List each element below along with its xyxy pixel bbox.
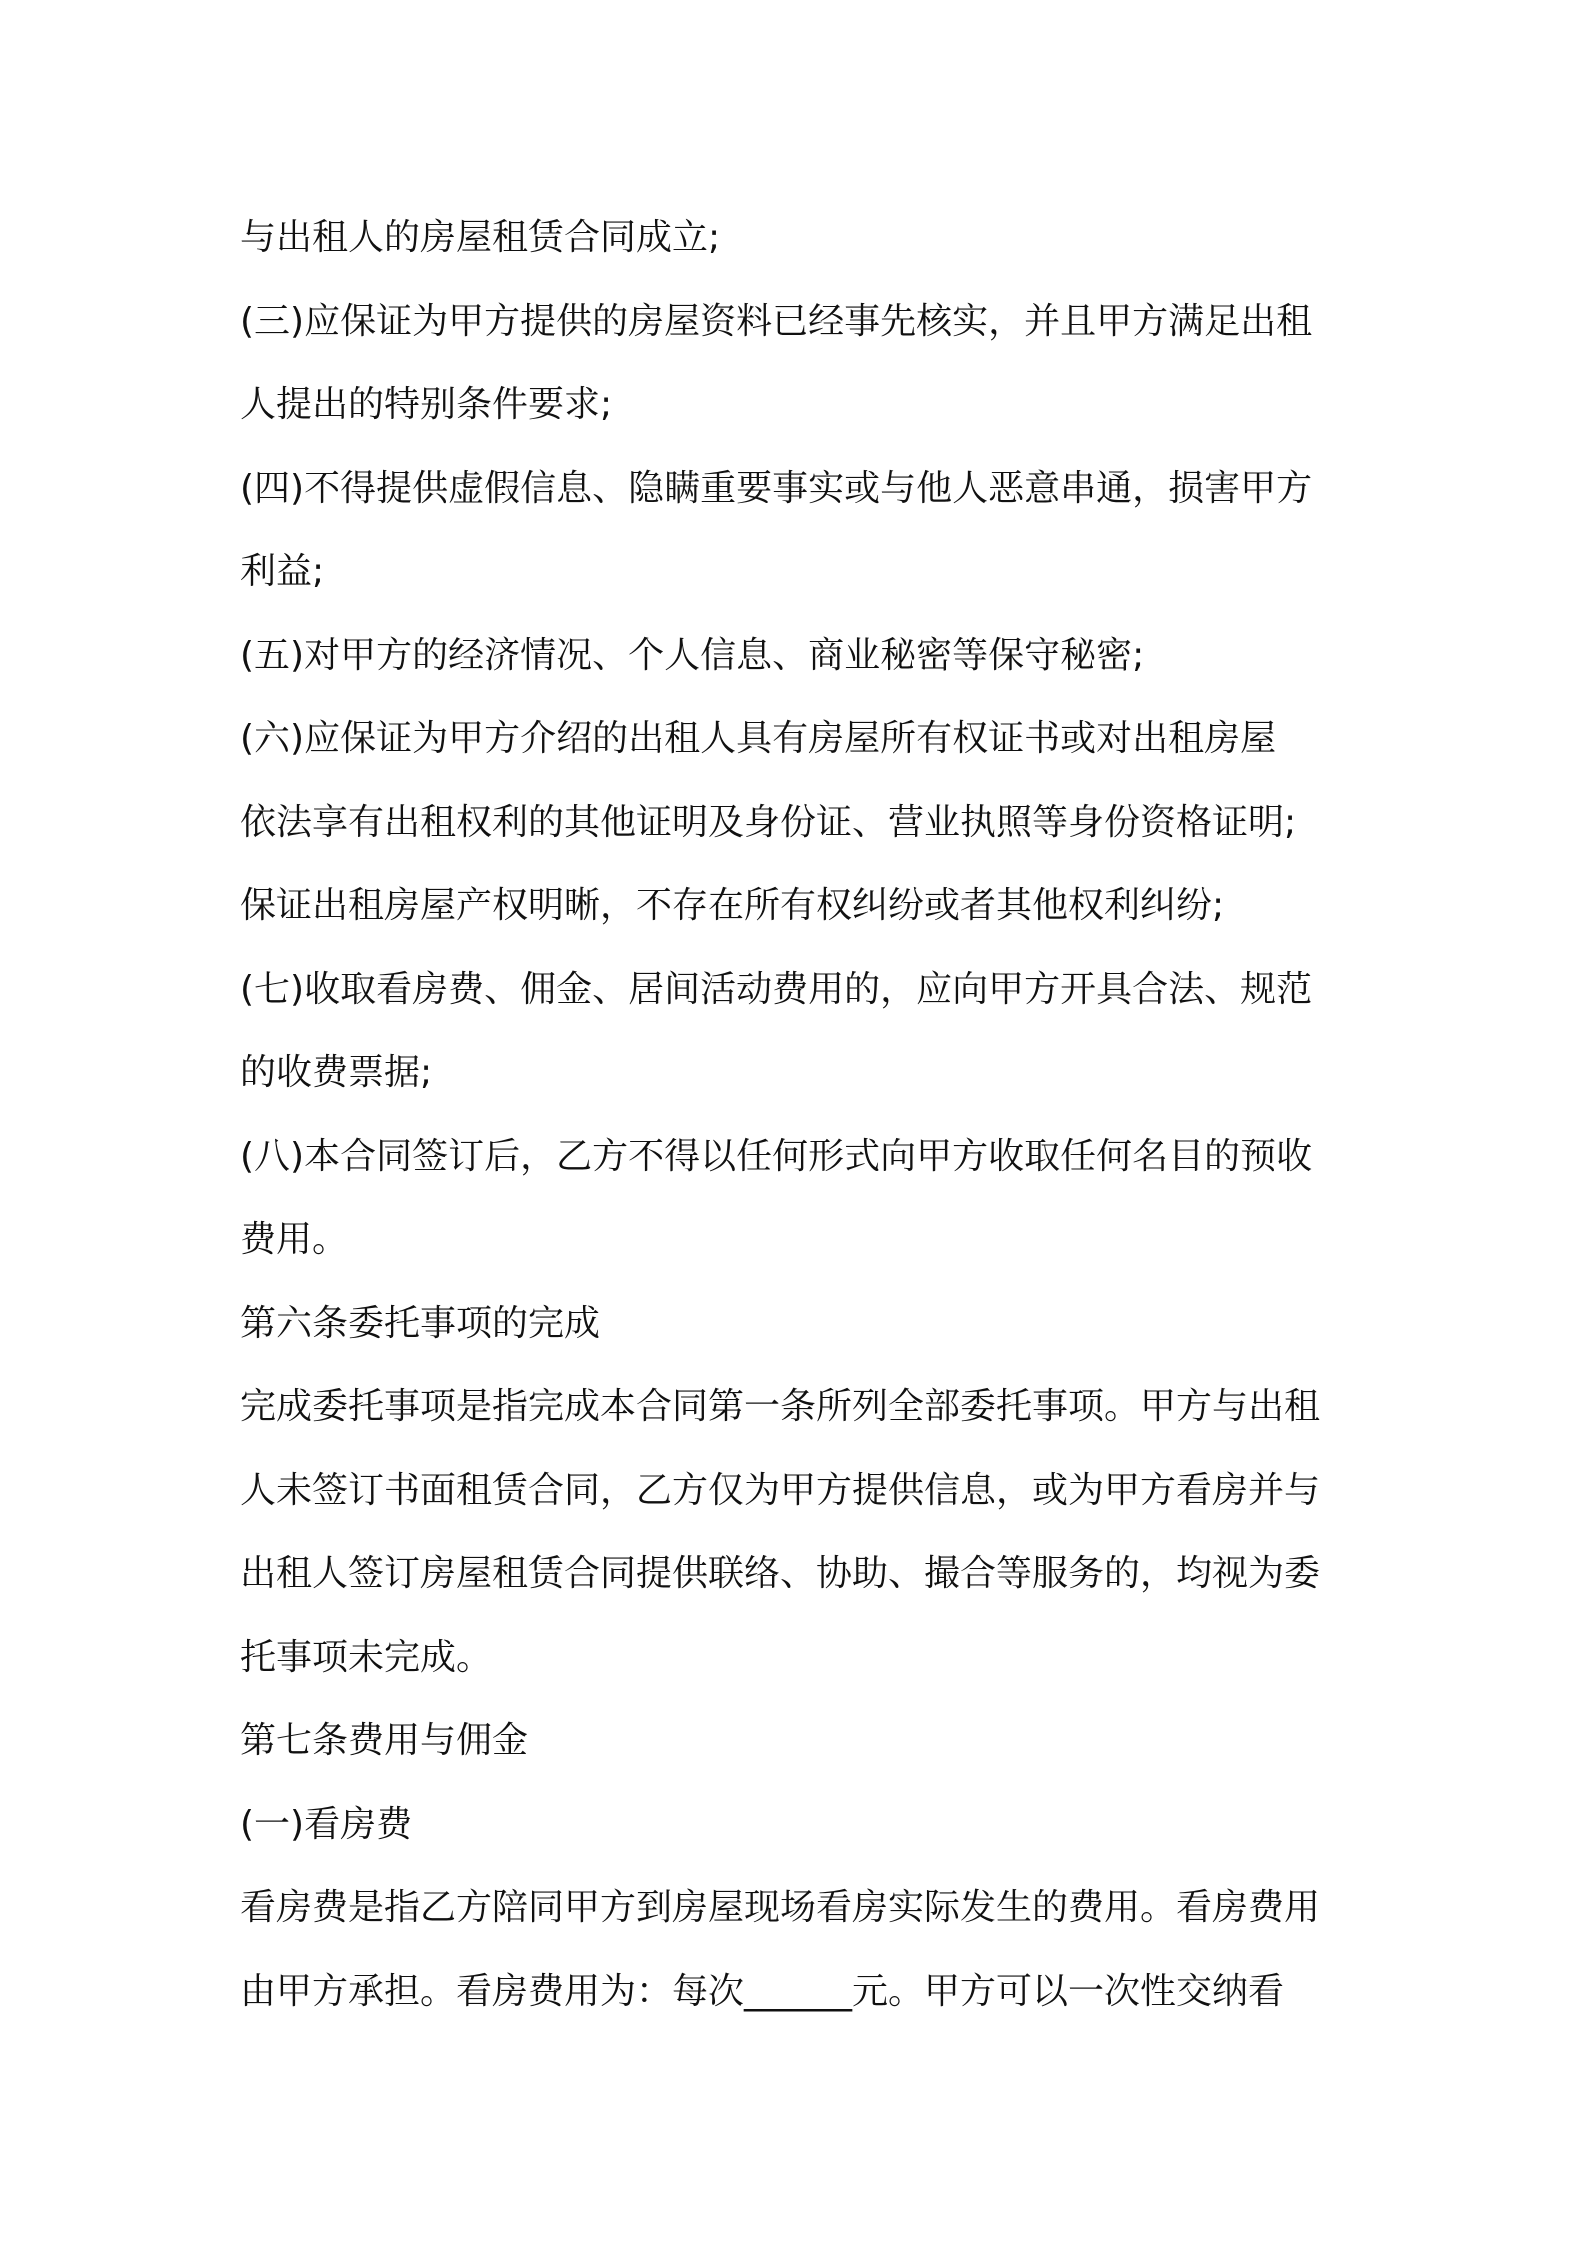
text-line: (三)应保证为甲方提供的房屋资料已经事先核实，并且甲方满足出租 bbox=[240, 300, 1313, 342]
text-line: 与出租人的房屋租赁合同成立; bbox=[240, 217, 721, 258]
text-line: 的收费票据; bbox=[240, 1052, 433, 1093]
text-line: 人未签订书面租赁合同，乙方仅为甲方提供信息，或为甲方看房并与 bbox=[240, 1469, 1321, 1511]
text-line: 看房费是指乙方陪同甲方到房屋现场看房实际发生的费用。看房费用 bbox=[240, 1887, 1321, 1928]
text-line: (四)不得提供虚假信息、隐瞒重要事实或与他人恶意串通，损害甲方 bbox=[240, 467, 1313, 509]
text-line: 保证出租房屋产权明晰，不存在所有权纠纷或者其他权利纠纷; bbox=[240, 885, 1225, 926]
document-body bbox=[240, 196, 1350, 2033]
text-line: 托事项未完成。 bbox=[240, 1636, 493, 1678]
text-line: 利益; bbox=[240, 551, 325, 592]
section-heading: 第六条委托事项的完成 bbox=[240, 1302, 601, 1344]
text-line: 完成委托事项是指完成本合同第一条所列全部委托事项。甲方与出租 bbox=[240, 1386, 1321, 1427]
text-line: (六)应保证为甲方介绍的出租人具有房屋所有权证书或对出租房屋 bbox=[240, 718, 1277, 759]
text-line: 依法享有出租权利的其他证明及身份证、营业执照等身份资格证明; bbox=[240, 801, 1297, 843]
text-line: 由甲方承担。看房费用为：每次______元。甲方可以一次性交纳看 bbox=[240, 1970, 1285, 2012]
section-heading: 第七条费用与佣金 bbox=[240, 1720, 529, 1761]
text-line: (五)对甲方的经济情况、个人信息、商业秘密等保守秘密; bbox=[240, 634, 1145, 676]
text-line: (七)收取看房费、佣金、居间活动费用的，应向甲方开具合法、规范 bbox=[240, 968, 1313, 1010]
text-line: (八)本合同签订后，乙方不得以任何形式向甲方收取任何名目的预收 bbox=[240, 1135, 1313, 1177]
subsection-heading: (一)看房费 bbox=[240, 1803, 413, 1845]
text-line: 费用。 bbox=[240, 1219, 349, 1260]
text-line: 人提出的特别条件要求; bbox=[240, 384, 613, 425]
text-line: 出租人签订房屋租赁合同提供联络、协助、撮合等服务的，均视为委 bbox=[240, 1553, 1321, 1594]
